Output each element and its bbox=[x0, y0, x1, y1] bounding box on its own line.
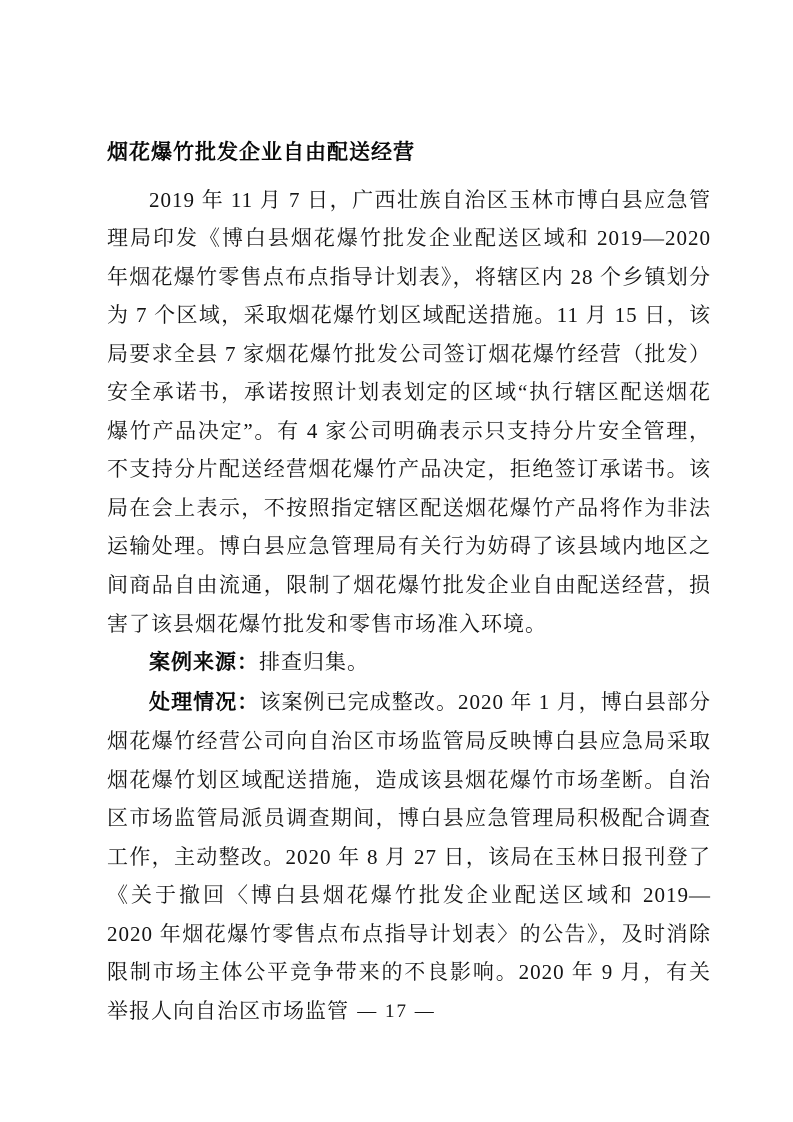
paragraph-handling-status bbox=[107, 683, 711, 1031]
paragraph-case-source bbox=[107, 643, 711, 683]
section-heading: 烟花爆竹批发企业自由配送经营 bbox=[107, 141, 415, 164]
page-number: — 17 — bbox=[357, 1001, 436, 1022]
paragraph-text: 排查归集。 bbox=[259, 650, 369, 675]
paragraph-text: 该案例已完成整改。2020 年 1 月，博白县部分烟花爆竹经营公司向自治区市场监管局反映博白县应急局采取烟花爆竹划区域配送措施，造成该县烟花爆竹市场垄断。自治区市场监管局派员调查期间，博白县应急管理局积极配合调查工作，主动整改。2020 年 8 月 27 日，该局在玉林日报刊登了《关于撤回〈博白县烟花爆竹批发企业配送区域和 2019—2020 年烟花爆竹零售点布点指导计划表〉的公告》，及时消除限制市场主体公平竞争带来的不良影响。2020 年 9 月，有关举报人向自治区市场监管 bbox=[107, 689, 712, 1023]
paragraph-case-description bbox=[107, 181, 711, 644]
case-source-label: 案例来源： bbox=[149, 651, 259, 675]
handling-status-label: 处理情况： bbox=[149, 690, 260, 714]
paragraph-text: 2019 年 11 月 7 日，广西壮族自治区玉林市博白县应急管理局印发《博白县烟花爆竹批发企业配送区域和 2019—2020 年烟花爆竹零售点布点指导计划表》，将辖区内 28 个乡镇划分为 7 个区域，采取烟花爆竹划区域配送措施。11 月 15 日，该局要求全县 7 家烟花爆竹批发公司签订烟花爆竹经营（批发）安全承诺书，承诺按照计划表划定的区域“执行辖区配送烟花爆竹产品决定”。有 4 家公司明确表示只支持分片安全管理，不支持分片配送经营烟花爆竹产品决定，拒绝签订承诺书。该局在会上表示，不按照指定辖区配送烟花爆竹产品将作为非法运输处理。博白县应急管理局有关行为妨碍了该县域内地区之间商品自由流通，限制了烟花爆竹批发企业自由配送经营，损害了该县烟花爆竹批发和零售市场准入环境。 bbox=[107, 187, 711, 636]
document-body bbox=[107, 134, 711, 1031]
